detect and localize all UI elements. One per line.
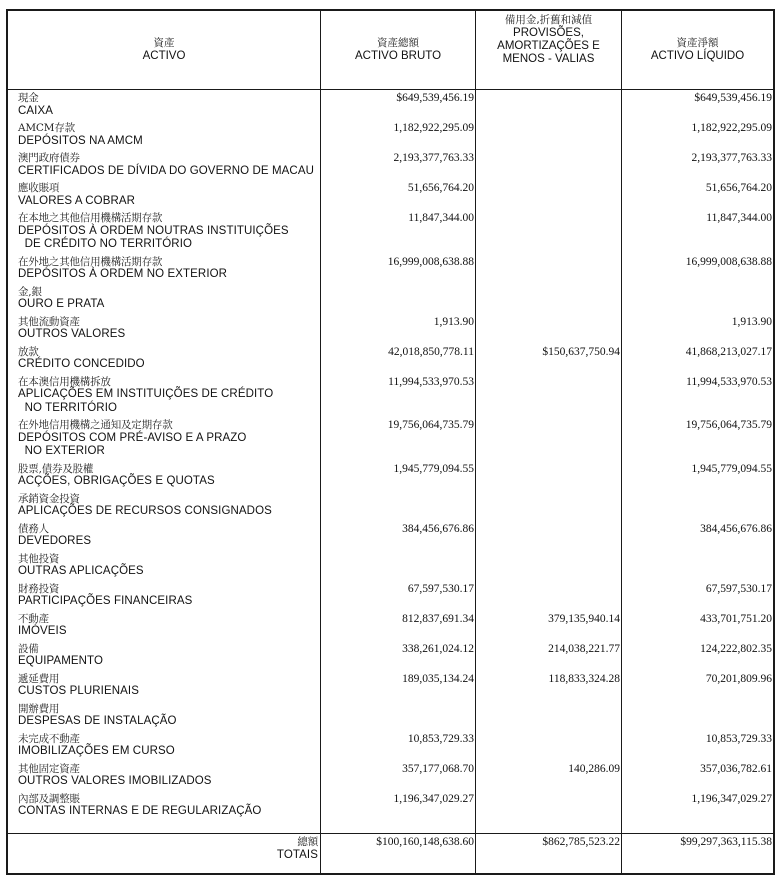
totals-provisions: $862,785,523.22 — [542, 836, 620, 848]
row-description — [18, 256, 318, 282]
header-gross-zh: 資產總額 — [377, 37, 419, 49]
row-net-value: 124,222,802.35 — [700, 642, 772, 655]
header-gross — [321, 11, 475, 89]
row-description — [18, 493, 318, 519]
row-label-zh: AMCM存款 — [18, 122, 75, 134]
header-net-zh: 資產淨額 — [676, 37, 719, 49]
header-provisions-zh: 備用金,折舊和減值 — [504, 14, 593, 26]
row-label-pt: OUTROS VALORES IMOBILIZADOS — [18, 775, 212, 787]
row-gross-value: 812,837,691.34 — [402, 612, 474, 625]
row-description — [18, 613, 318, 639]
row-label-pt: DEPÓSITOS À ORDEM NO EXTERIOR — [18, 268, 228, 280]
row-label-pt: CAIXA — [18, 104, 54, 117]
row-net-value: 357,036,782.61 — [700, 762, 772, 775]
row-net-value: 2,193,377,763.33 — [691, 152, 772, 164]
row-label-pt: DE CRÉDITO NO TERRITÓRIO — [18, 238, 193, 250]
row-gross-value: 19,756,064,735.79 — [387, 419, 474, 431]
row-gross-value: 67,597,530.17 — [407, 582, 474, 595]
row-net-value: 70,201,809.96 — [705, 672, 772, 685]
row-description — [18, 763, 318, 789]
row-gross-value: 42,018,850,778.11 — [388, 345, 474, 358]
totals-net: $99,297,363,115.38 — [680, 836, 772, 848]
header-net-pt: ACTIVO LÍQUIDO — [650, 50, 745, 62]
totals-label-zh: 總額 — [297, 836, 318, 848]
row-label-pt: DESPESAS DE INSTALAÇÃO — [18, 715, 177, 727]
row-label-pt: DEPÓSITOS À ORDEM NOUTRAS INSTITUIÇÕES — [18, 224, 289, 237]
row-description — [18, 286, 318, 312]
row-net-value: 41,868,213,027.17 — [685, 345, 772, 358]
row-label-pt: VALORES A COBRAR — [18, 194, 136, 207]
row-label-zh: 承銷資金投資 — [18, 492, 80, 505]
row-label-pt: CRÉDITO CONCEDIDO — [18, 358, 145, 370]
row-provisions-value: 140,286.09 — [568, 762, 620, 775]
row-label-pt: NO EXTERIOR — [18, 445, 105, 457]
column-divider — [320, 11, 321, 873]
row-label-pt: PARTICIPAÇÕES FINANCEIRAS — [18, 595, 193, 607]
row-label-zh: 其他流動資產 — [18, 315, 80, 328]
row-label-pt: CERTIFICADOS DE DÍVIDA DO GOVERNO DE MACAU — [18, 164, 315, 177]
row-description — [18, 733, 318, 759]
row-label-pt: OURO E PRATA — [18, 298, 105, 310]
row-label-zh: 放款 — [18, 345, 39, 358]
row-label-pt: DEVEDORES — [18, 535, 92, 547]
row-label-zh: 在本地之其他信用機構活期存款 — [18, 212, 163, 224]
row-description — [18, 316, 318, 342]
row-gross-value: 10,853,729.33 — [407, 732, 474, 745]
row-description — [18, 152, 318, 178]
row-description — [18, 92, 318, 118]
column-divider — [475, 11, 476, 873]
row-net-value: 51,656,764.20 — [705, 182, 772, 194]
header-divider — [8, 89, 773, 90]
row-description — [18, 793, 318, 819]
row-label-pt: APLICAÇÕES DE RECURSOS CONSIGNADOS — [18, 505, 272, 517]
row-label-pt: NO TERRITÓRIO — [18, 401, 118, 414]
header-gross-pt: ACTIVO BRUTO — [354, 50, 442, 62]
row-gross-value: 1,196,347,029.27 — [393, 792, 474, 805]
header-provisions-pt2: AMORTIZAÇÕES E — [497, 40, 600, 52]
row-gross-value: 357,177,068.70 — [402, 762, 474, 775]
row-gross-value: 1,182,922,295.09 — [393, 122, 474, 134]
row-label-zh: 開辦費用 — [18, 702, 60, 715]
row-description — [18, 122, 318, 148]
row-net-value: 1,196,347,029.27 — [691, 792, 772, 805]
row-provisions-value: $150,637,750.94 — [542, 345, 620, 358]
row-label-pt: CONTAS INTERNAS E DE REGULARIZAÇÃO — [18, 805, 262, 817]
row-label-pt: EQUIPAMENTO — [18, 655, 104, 667]
row-label-pt: APLICAÇÕES EM INSTITUIÇÕES DE CRÉDITO — [18, 388, 274, 400]
row-description — [18, 419, 318, 459]
row-label-zh: 財務投資 — [18, 582, 60, 595]
row-label-pt: CUSTOS PLURIENAIS — [18, 685, 139, 697]
row-label-zh: 其他投資 — [18, 552, 60, 565]
row-label-zh: 應收賬項 — [18, 182, 60, 194]
header-provisions-pt3: MENOS - VALIAS — [502, 53, 595, 65]
row-description — [18, 463, 318, 489]
row-label-zh: 金,銀 — [18, 285, 42, 298]
row-provisions-value: 379,135,940.14 — [548, 612, 620, 625]
row-net-value: 1,913.90 — [731, 315, 772, 328]
row-label-zh: 內部及調整賬 — [18, 792, 80, 805]
column-divider — [621, 11, 622, 873]
row-label-zh: 澳門政府債券 — [18, 152, 80, 164]
row-net-value: 384,456,676.86 — [700, 522, 772, 535]
row-label-zh: 設備 — [18, 642, 39, 655]
row-net-value: 1,945,779,094.55 — [691, 462, 772, 475]
row-description — [18, 673, 318, 699]
row-label-zh: 未完成不動產 — [18, 732, 80, 745]
row-description — [18, 553, 318, 579]
row-gross-value: 11,847,344.00 — [408, 212, 474, 224]
row-net-value: 1,182,922,295.09 — [691, 122, 772, 134]
row-description — [18, 182, 318, 208]
row-description — [18, 376, 318, 416]
totals-label-pt: TOTAIS — [276, 848, 318, 861]
row-provisions-value: 214,038,221.77 — [548, 642, 620, 655]
row-label-zh: 在本澳信用機構拆放 — [18, 375, 111, 388]
row-net-value: 10,853,729.33 — [705, 732, 772, 745]
row-label-zh: 債務人 — [18, 522, 49, 535]
row-label-zh: 現金 — [18, 92, 39, 104]
row-gross-value: 2,193,377,763.33 — [393, 152, 474, 164]
header-net — [622, 11, 773, 89]
row-label-pt: IMÓVEIS — [18, 625, 67, 637]
row-net-value: 11,847,344.00 — [706, 212, 772, 224]
header-provisions — [476, 11, 621, 89]
row-label-pt: OUTRAS APLICAÇÕES — [18, 565, 144, 577]
row-label-zh: 股票,債券及股權 — [18, 462, 94, 475]
row-gross-value: 189,035,134.24 — [402, 672, 474, 685]
row-label-pt: DEPÓSITOS COM PRÉ-AVISO E A PRAZO — [18, 431, 247, 444]
row-label-zh: 遞延費用 — [18, 672, 60, 685]
totals-gross: $100,160,148,638.60 — [376, 836, 474, 848]
row-gross-value: 1,945,779,094.55 — [393, 462, 474, 475]
totals-label — [277, 836, 318, 862]
row-gross-value: 11,994,533,970.53 — [388, 375, 474, 388]
row-net-value: 433,701,751.20 — [700, 612, 772, 625]
row-label-pt: ACÇÕES, OBRIGAÇÕES E QUOTAS — [18, 475, 215, 487]
row-net-value: 67,597,530.17 — [705, 582, 772, 595]
row-gross-value: 1,913.90 — [433, 315, 474, 328]
row-label-zh: 其他固定資產 — [18, 762, 80, 775]
balance-sheet-table — [6, 9, 775, 875]
row-gross-value: 338,261,024.12 — [402, 642, 474, 655]
row-gross-value: $649,539,456.19 — [396, 92, 474, 104]
header-asset — [8, 11, 320, 89]
header-provisions-pt1: PROVISÕES, — [513, 27, 584, 39]
row-net-value: 11,994,533,970.53 — [686, 375, 772, 388]
row-description — [18, 523, 318, 549]
row-description — [18, 643, 318, 669]
row-description — [18, 703, 318, 729]
row-description — [18, 583, 318, 609]
totals-divider — [8, 833, 773, 834]
row-label-pt: OUTROS VALORES — [18, 328, 126, 340]
row-net-value: $649,539,456.19 — [694, 92, 772, 104]
header-asset-pt: ACTIVO — [142, 50, 186, 62]
row-net-value: 19,756,064,735.79 — [685, 419, 772, 431]
row-provisions-value: 118,833,324.28 — [548, 672, 620, 685]
row-label-zh: 在外地信用機構之通知及定期存款 — [18, 419, 173, 431]
row-gross-value: 384,456,676.86 — [402, 522, 474, 535]
row-gross-value: 51,656,764.20 — [407, 182, 474, 194]
row-net-value: 16,999,008,638.88 — [685, 255, 772, 268]
row-label-pt: IMOBILIZAÇÕES EM CURSO — [18, 745, 175, 757]
row-description — [18, 212, 318, 252]
row-description — [18, 346, 318, 372]
row-label-zh: 在外地之其他信用機構活期存款 — [18, 255, 163, 268]
header-asset-zh: 資產 — [153, 37, 175, 49]
row-label-pt: DEPÓSITOS NA AMCM — [18, 134, 143, 147]
row-gross-value: 16,999,008,638.88 — [387, 255, 474, 268]
row-label-zh: 不動產 — [18, 612, 49, 625]
